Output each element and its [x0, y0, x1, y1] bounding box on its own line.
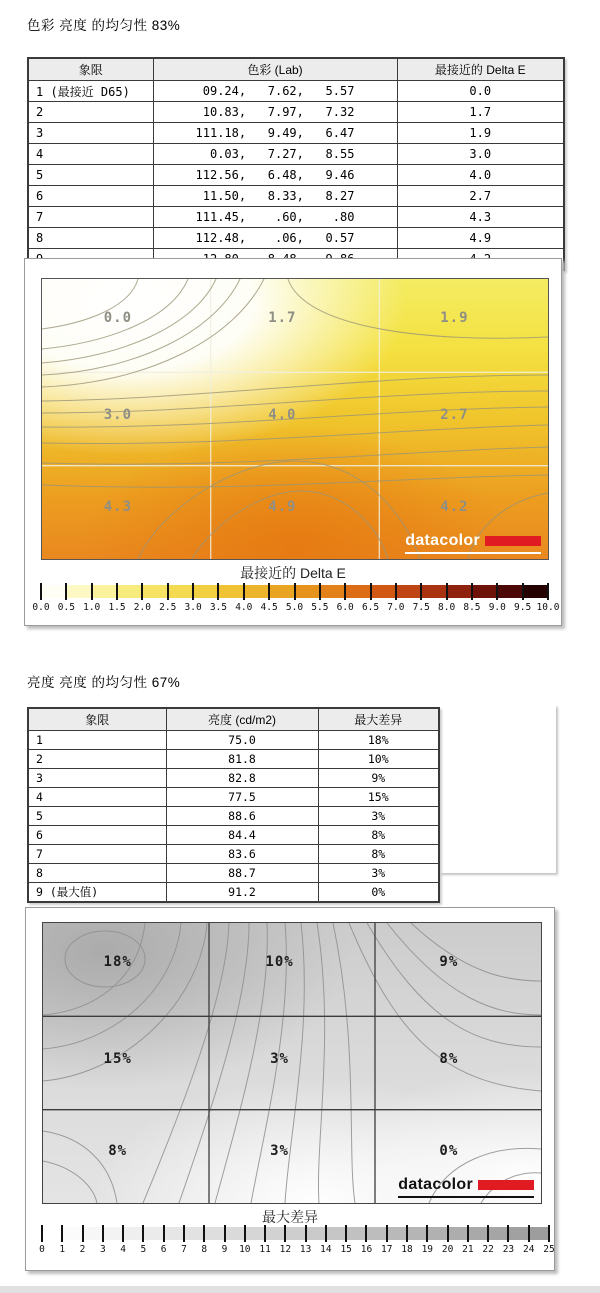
scale-segment: [326, 1227, 346, 1240]
table-cell: 88.7: [166, 864, 318, 883]
table-row: [28, 186, 564, 207]
table-cell: 1.9: [397, 123, 564, 144]
scale-tick-label: 24: [522, 1244, 535, 1255]
table-cell: 8: [28, 864, 166, 883]
scale-segment: [265, 1227, 285, 1240]
scale-tick-label: 23: [502, 1244, 515, 1255]
scale-tick-label: 3.5: [209, 602, 228, 613]
table-cell: 10%: [318, 750, 439, 769]
table-cell: 4: [28, 144, 153, 165]
table-cell: 77.5: [166, 788, 318, 807]
map1-cell-7: 4.3: [103, 499, 133, 516]
table-row: [28, 826, 439, 845]
scale-tick-label: 17: [381, 1244, 393, 1255]
column-header: 象限: [28, 58, 153, 81]
table-cell: 2: [28, 102, 153, 123]
table-cell: 112.56, 6.48, 9.46: [153, 165, 397, 186]
scale-tick-label: 21: [462, 1244, 474, 1255]
scale-tick-label: 9.5: [514, 602, 532, 613]
scale-tick-label: 1.0: [83, 602, 101, 613]
scale-segment: [427, 1227, 447, 1240]
scale-tick-label: 11: [259, 1244, 271, 1255]
table-cell: 4: [28, 788, 166, 807]
delta-e-scale-caption: 最接近的 Delta E: [240, 565, 346, 581]
scale-segment: [285, 1227, 305, 1240]
table-cell: 2.7: [397, 186, 564, 207]
scale-tick-label: 20: [441, 1244, 454, 1255]
scale-tick-label: 14: [320, 1244, 332, 1255]
scale-segment: [294, 585, 319, 598]
column-header: 色彩 (Lab): [153, 58, 397, 81]
scale-segment: [62, 1227, 82, 1240]
table-cell: 88.6: [166, 807, 318, 826]
table-row: [28, 144, 564, 165]
delta-e-map-panel: [24, 258, 562, 626]
max-difference-scale-caption: 最大差异: [262, 1209, 318, 1225]
map1-cell-4: 3.0: [103, 406, 133, 423]
map2-cell-2: 10%: [265, 954, 294, 971]
map2-cell-7: 8%: [108, 1143, 128, 1160]
scale-segment: [193, 585, 218, 598]
table-row: [28, 845, 439, 864]
scale-segment: [306, 1227, 326, 1240]
page-bottom-divider: [0, 1286, 600, 1293]
column-header: 亮度 (cd/m2): [166, 708, 318, 731]
table-cell: 8%: [318, 826, 439, 845]
table-cell: 09.24, 7.62, 5.57: [153, 81, 397, 102]
delta-e-scale-bar: [41, 585, 548, 598]
scale-tick-label: 8: [201, 1244, 208, 1255]
scale-tick-label: 5: [140, 1244, 147, 1255]
table-cell: 112.48, .06, 0.57: [153, 228, 397, 249]
table-cell: 6: [28, 826, 166, 845]
scale-tick-label: 1: [59, 1244, 66, 1255]
table-row: [28, 123, 564, 144]
map1-cell-3: 1.9: [440, 310, 469, 327]
scale-tick-label: 15: [340, 1244, 352, 1255]
scale-tick-label: 0: [39, 1244, 45, 1255]
table-row: [28, 207, 564, 228]
datacolor-logo: datacolor: [405, 533, 541, 554]
scale-tick-label: 6.0: [336, 602, 354, 613]
scale-tick-label: 6: [160, 1244, 167, 1255]
table-cell: 75.0: [166, 731, 318, 750]
scale-segment: [447, 585, 472, 598]
table-cell: 3: [28, 769, 166, 788]
map1-cell-2: 1.7: [268, 310, 297, 327]
table-cell: 10.83, 7.97, 7.32: [153, 102, 397, 123]
scale-tick-label: 0.0: [32, 602, 50, 613]
table-row: [28, 228, 564, 249]
scale-segment: [92, 585, 117, 598]
table-cell: 18%: [318, 731, 439, 750]
luminance-contour-map: [42, 922, 542, 1204]
scale-segment: [421, 585, 446, 598]
table-cell: 8%: [318, 845, 439, 864]
column-header: 最大差异: [318, 708, 439, 731]
scale-segment: [508, 1227, 528, 1240]
table-cell: 15%: [318, 788, 439, 807]
scale-segment: [83, 1227, 103, 1240]
max-difference-gray-scale: [39, 1227, 555, 1261]
scale-segment: [164, 1227, 184, 1240]
scale-tick-label: 22: [482, 1244, 494, 1255]
scale-tick-label: 16: [360, 1244, 373, 1255]
scale-segment: [117, 585, 142, 598]
scale-tick-label: 2.0: [133, 602, 151, 613]
datacolor-logo-red-bar: [485, 536, 541, 546]
scale-tick-label: 8.0: [438, 602, 456, 613]
table-cell: 83.6: [166, 845, 318, 864]
map2-cell-4: 15%: [103, 1050, 132, 1067]
map2-cell-5: 3%: [270, 1050, 289, 1067]
scale-segment: [529, 1227, 549, 1240]
scale-tick-label: 5.0: [285, 602, 304, 613]
map1-cell-5: 4.0: [268, 406, 297, 423]
table-cell: 111.18, 9.49, 6.47: [153, 123, 397, 144]
scale-tick-label: 25: [543, 1244, 555, 1255]
scale-segment: [448, 1227, 468, 1240]
table-row: [28, 81, 564, 102]
table-cell: 11.50, 8.33, 8.27: [153, 186, 397, 207]
datacolor-logo: datacolor: [398, 1177, 534, 1198]
table-row: [28, 788, 439, 807]
scale-tick-label: 0.5: [57, 602, 75, 613]
scale-tick-label: 12: [279, 1244, 292, 1255]
map2-cell-6: 8%: [439, 1050, 459, 1067]
scale-tick-label: 10: [239, 1244, 251, 1255]
scale-tick-label: 4: [120, 1244, 126, 1255]
map1-cell-9: 4.2: [440, 499, 469, 516]
scale-tick-label: 3.0: [184, 602, 202, 613]
scale-tick-label: 4.5: [260, 602, 278, 613]
map1-cell-8: 4.9: [268, 499, 297, 516]
scale-segment: [184, 1227, 204, 1240]
scale-segment: [142, 585, 167, 598]
color-uniformity-title: 色彩 亮度 的均匀性 83%: [27, 18, 181, 33]
map1-cell-6: 2.7: [440, 406, 469, 423]
table-cell: 91.2: [166, 883, 318, 903]
scale-tick-label: 2: [79, 1244, 86, 1255]
table-cell: 111.45, .60, .80: [153, 207, 397, 228]
table-cell: 1 (最接近 D65): [28, 81, 153, 102]
table-cell: 5: [28, 807, 166, 826]
scale-segment: [41, 585, 66, 598]
table-cell: 82.8: [166, 769, 318, 788]
scale-segment: [472, 585, 497, 598]
scale-tick-label: 18: [401, 1244, 413, 1255]
datacolor-logo-red-bar: [478, 1180, 534, 1190]
column-header: 最接近的 Delta E: [397, 58, 564, 81]
scale-tick-label: 9.0: [488, 602, 506, 613]
max-difference-scale-bar: [42, 1227, 549, 1240]
table-cell: 3: [28, 123, 153, 144]
table-cell: 81.8: [166, 750, 318, 769]
table-cell: 0.0: [397, 81, 564, 102]
table-cell: 5: [28, 165, 153, 186]
map1-cell-1: 0.0: [103, 310, 133, 327]
scale-segment: [346, 1227, 366, 1240]
scale-segment: [143, 1227, 163, 1240]
luminance-uniformity-table: [27, 707, 440, 903]
table-row: [28, 864, 439, 883]
scale-segment: [488, 1227, 508, 1240]
table-cell: 7: [28, 207, 153, 228]
scale-segment: [225, 1227, 245, 1240]
scale-segment: [66, 585, 91, 598]
table-cell: 1.7: [397, 102, 564, 123]
scale-tick-label: 13: [299, 1244, 312, 1255]
scale-tick-label: 3: [99, 1244, 106, 1255]
delta-e-scale-labels: [32, 602, 560, 614]
luminance-uniformity-title: 亮度 亮度 的均匀性 67%: [27, 675, 181, 690]
table-cell: 0%: [318, 883, 439, 903]
table-cell: 0.03, 7.27, 8.55: [153, 144, 397, 165]
scale-segment: [269, 585, 294, 598]
table-row: [28, 769, 439, 788]
table-row: [28, 731, 439, 750]
table-cell: 4.0: [397, 165, 564, 186]
map2-cell-9: 0%: [439, 1143, 459, 1160]
table-row: [28, 102, 564, 123]
scale-tick-label: 6.5: [361, 602, 380, 613]
table-row: [28, 807, 439, 826]
scale-tick-label: 19: [421, 1244, 434, 1255]
map2-cell-1: 18%: [103, 954, 132, 971]
scale-segment: [245, 1227, 265, 1240]
color-uniformity-table: [27, 57, 565, 271]
scale-segment: [218, 585, 243, 598]
delta-e-contour-map: [41, 278, 549, 560]
scale-segment: [103, 1227, 123, 1240]
scale-tick-label: 7: [181, 1244, 187, 1255]
scale-segment: [345, 585, 370, 598]
table-cell: 3%: [318, 807, 439, 826]
table-row: [28, 750, 439, 769]
table-cell: 7: [28, 845, 166, 864]
table-cell: 9%: [318, 769, 439, 788]
luminance-map-panel: [25, 907, 555, 1271]
table-row: [28, 165, 564, 186]
scale-segment: [42, 1227, 62, 1240]
scale-tick-label: 2.5: [159, 602, 177, 613]
column-header: 象限: [28, 708, 166, 731]
table-cell: 84.4: [166, 826, 318, 845]
table-cell: 9 (最大值): [28, 883, 166, 903]
table-cell: 3.0: [397, 144, 564, 165]
scale-segment: [168, 585, 193, 598]
table-cell: 1: [28, 731, 166, 750]
table-cell: 4.3: [397, 207, 564, 228]
scale-segment: [367, 1227, 387, 1240]
scale-segment: [370, 585, 395, 598]
scale-segment: [244, 585, 269, 598]
map2-cell-3: 9%: [439, 954, 459, 971]
scale-segment: [396, 585, 421, 598]
table-cell: 8: [28, 228, 153, 249]
scale-tick-label: 7.0: [387, 602, 405, 613]
scale-segment: [407, 1227, 427, 1240]
map2-cell-8: 3%: [270, 1143, 289, 1160]
table-row: [28, 883, 439, 903]
table-cell: 4.9: [397, 228, 564, 249]
scale-segment: [204, 1227, 224, 1240]
scale-tick-label: 1.5: [108, 602, 126, 613]
scale-tick-label: 4.0: [235, 602, 253, 613]
delta-e-color-scale: [32, 585, 560, 619]
table-cell: 3%: [318, 864, 439, 883]
max-difference-scale-labels: [39, 1244, 555, 1256]
scale-segment: [523, 585, 548, 598]
scale-tick-label: 8.5: [463, 602, 481, 613]
scale-tick-label: 7.5: [412, 602, 430, 613]
scale-tick-label: 9: [221, 1244, 228, 1255]
scale-segment: [497, 585, 522, 598]
scale-segment: [468, 1227, 488, 1240]
scale-tick-label: 10.0: [536, 602, 560, 613]
table-cell: 2: [28, 750, 166, 769]
table-cell: 6: [28, 186, 153, 207]
scale-tick-label: 5.5: [311, 602, 329, 613]
scale-segment: [387, 1227, 407, 1240]
scale-segment: [320, 585, 345, 598]
scale-segment: [123, 1227, 143, 1240]
